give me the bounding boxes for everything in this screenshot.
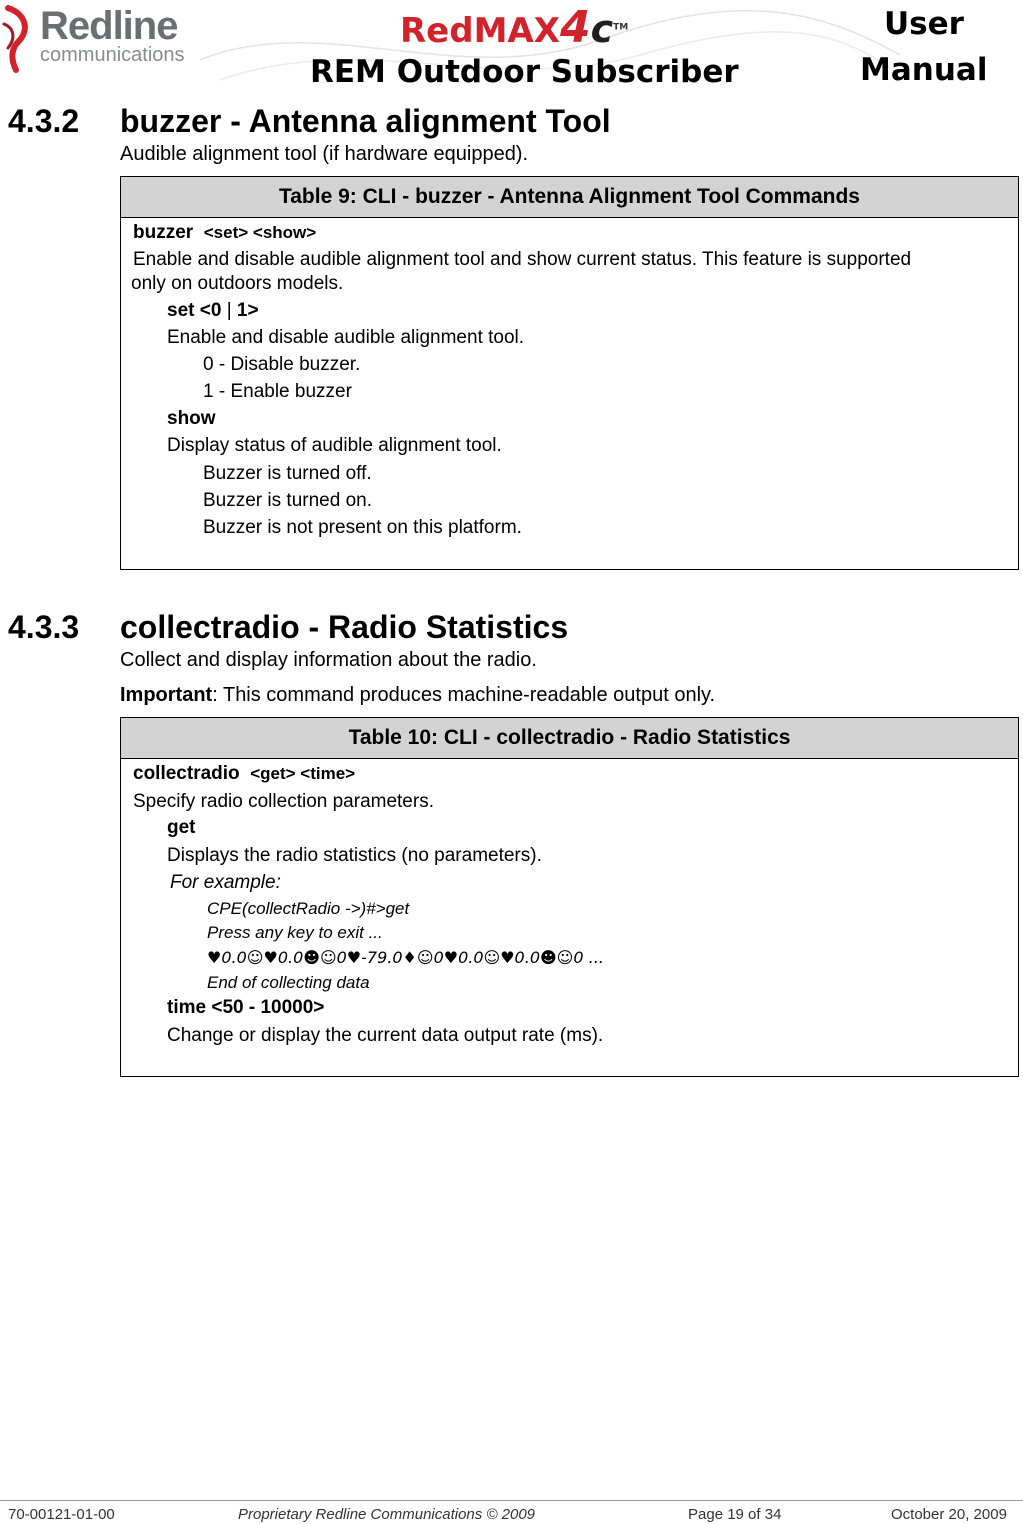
footer-page-number: Page 19 of 34 <box>688 1506 782 1523</box>
redline-swoosh-icon <box>0 4 40 74</box>
section-number-buzzer: 4.3.2 <box>8 103 80 139</box>
footer-doc-number: 70-00121-01-00 <box>8 1506 115 1523</box>
example-line-press-key: Press any key to exit ... <box>207 923 383 942</box>
command-description: Specify radio collection parameters. <box>133 791 434 812</box>
brand-sub: communications <box>40 44 185 66</box>
command-syntax <box>133 763 355 785</box>
command-name: buzzer <box>133 222 194 243</box>
command-syntax <box>133 222 316 244</box>
show-description: Display status of audible alignment tool. <box>167 435 502 456</box>
example-label: For example: <box>170 872 281 893</box>
get-subcommand: get <box>167 817 196 838</box>
example-line-end: End of collecting data <box>207 973 370 992</box>
section-intro-collectradio: Collect and display information about the radio. <box>120 649 537 671</box>
important-note <box>120 684 715 707</box>
brand-name: Redline <box>40 4 178 48</box>
footer-copyright: Proprietary Redline Communications © 2009 <box>238 1506 536 1523</box>
buzzer-commands-table <box>120 176 1019 570</box>
set-end: 1> <box>236 300 259 321</box>
redmax-c: c <box>590 7 614 51</box>
set-option-0: 0 - Disable buzzer. <box>203 354 361 375</box>
time-description: Change or display the current data output rate (ms). <box>167 1025 604 1046</box>
time-subcommand: time <50 - 10000> <box>167 997 325 1018</box>
command-name: collectradio <box>133 763 240 784</box>
section-title-buzzer: buzzer - Antenna alignment Tool <box>120 103 611 139</box>
command-args: <get> <time> <box>250 764 356 783</box>
doc-type-user: User <box>884 6 964 42</box>
doc-type-manual: Manual <box>860 52 988 88</box>
collectradio-table <box>120 717 1019 1077</box>
footer-divider <box>0 1500 1023 1501</box>
command-args: <set> <show> <box>203 223 317 242</box>
redmax-logo <box>400 2 628 53</box>
section-intro-buzzer: Audible alignment tool (if hardware equipped). <box>120 143 529 165</box>
redmax-wordmark: RedMAX <box>400 11 560 51</box>
section-number-collectradio: 4.3.3 <box>8 609 80 645</box>
trademark-mark: TM <box>613 22 629 33</box>
important-label: Important <box>120 684 213 706</box>
set-option-1: 1 - Enable buzzer <box>203 381 352 402</box>
table-caption: Table 10: CLI - collectradio - Radio Statistics <box>121 718 1018 759</box>
set-description: Enable and disable audible alignment tool. <box>167 327 525 348</box>
set-label: set <0 <box>167 300 222 321</box>
redmax-4: 4 <box>559 2 591 53</box>
get-description: Displays the radio statistics (no parameters). <box>167 845 542 866</box>
document-subtitle: REM Outdoor Subscriber <box>310 54 739 90</box>
footer-date: October 20, 2009 <box>891 1506 1007 1523</box>
show-output-off: Buzzer is turned off. <box>203 463 372 484</box>
example-line-prompt: CPE(collectRadio ->)#>get <box>207 899 410 918</box>
important-text: : This command produces machine-readable output only. <box>212 684 716 706</box>
show-output-on: Buzzer is turned on. <box>203 490 372 511</box>
command-description: Enable and disable audible alignment tool and show current status. This feature is supported <box>133 249 912 270</box>
example-line-data: ♥0.0☺♥0.0☻☺0♥-79.0♦☺0♥0.0☺♥0.0☻☺0 ... <box>207 948 604 967</box>
set-separator: | <box>226 300 232 321</box>
show-subcommand: show <box>167 408 216 429</box>
redline-logo <box>0 0 205 78</box>
show-output-absent: Buzzer is not present on this platform. <box>203 517 522 538</box>
set-subcommand <box>167 300 259 322</box>
table-caption: Table 9: CLI - buzzer - Antenna Alignment Tool Commands <box>121 177 1018 218</box>
command-description-cont: only on outdoors models. <box>131 273 344 294</box>
section-title-collectradio: collectradio - Radio Statistics <box>120 609 569 645</box>
